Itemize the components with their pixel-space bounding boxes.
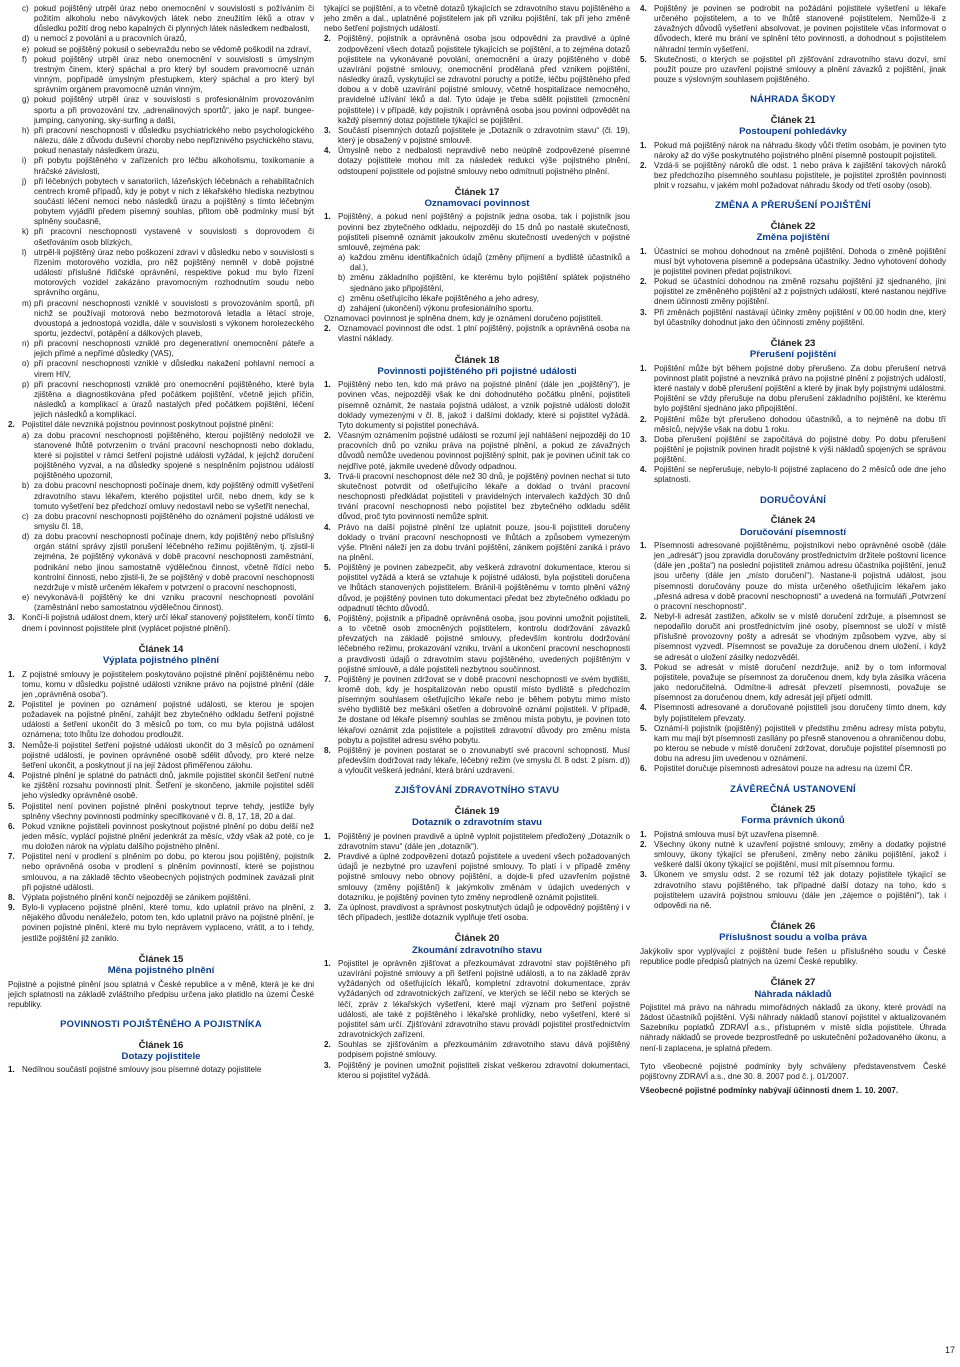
clause-marker: 8.: [324, 745, 331, 755]
article-title: Doručování písemností: [739, 526, 847, 538]
clause-marker: 6.: [8, 821, 15, 831]
clause-marker: 2.: [8, 420, 15, 430]
article-number: Článek 20: [454, 933, 500, 945]
article-heading: [8, 954, 314, 977]
paragraph: Pojistné a pojistné plnění jsou splatná v České republice a v měně, která je ke dni jejich splatnosti na základě zvláštního předpisu určena jako platidlo na území České republiky.: [8, 979, 314, 1009]
clause-marker: 5.: [324, 563, 331, 573]
clause-marker: k): [22, 227, 29, 237]
article-heading: [324, 933, 630, 956]
sub-clause: [22, 34, 314, 44]
clause-text: u nemocí z povolání a u pracovních úrazů,: [34, 34, 187, 44]
numbered-clause: [640, 703, 946, 723]
clause-marker: 1.: [640, 363, 647, 373]
article-heading: [640, 804, 946, 827]
clause-text: při pracovní neschopnosti vzniklé pro onemocnění pojištěného, které byla zjištěna a diagnostikována před počátkem pojištění, včetně jejich příčin, následků a komplikací a úrazů nastalých před počátkem pojištění, léčení jejich následků a komplikací.: [34, 379, 314, 420]
clause-marker: 6.: [324, 613, 331, 623]
clause-marker: 3.: [324, 902, 331, 912]
clause-marker: b): [22, 481, 30, 491]
column-right: [640, 4, 946, 1349]
numbered-clause: [8, 420, 314, 430]
spacer: [640, 1054, 946, 1062]
clause-text: Úmyslně nebo z nedbalosti nepravdivě nebo neúplně zodpovězené písemné dotazy pojistitele mohou mít za následek redukci výše pojistného plnění, odstoupení pojistitele od pojistné smlouvy nebo odmítnutí pojistného plnění.: [338, 146, 630, 176]
clause-text: Úkonem ve smyslu odst. 2 se rozumí též jak dotazy pojistitele týkající se zdravotního stavu pojištěného, tak případné další dotazy na toho, kdo s pojistitelem uzavírá pojistnou smlouvu (dále jen „zájemce o pojištění“), tak i odpovědi na ně.: [654, 870, 946, 910]
article-heading: [8, 644, 314, 667]
numbered-clause: [640, 764, 946, 774]
article-number: Článek 16: [138, 1039, 184, 1051]
clause-marker: 2.: [324, 431, 331, 441]
paragraph: Tyto všeobecné pojistné podmínky byly schváleny představenstvem České pojišťovny ZDRAVÍ a.s., dne 30. 8. 2007 pod č. j. 01/2007.: [640, 1061, 946, 1081]
clause-marker: 3.: [640, 434, 647, 444]
clause-marker: d): [338, 303, 346, 313]
clause-text: nevykonává-li pojištěný ke dni vzniku pracovní neschopnosti povolání (zaměstnání nebo samostatnou výdělečnou činnost).: [34, 593, 314, 613]
clause-text: Doba přerušení pojištění se započítává do pojistné doby. Po dobu přerušení pojištění je pojistník povinen hradit pojistné k výši nákladů spojených se správou pojištění.: [654, 434, 946, 465]
clause-marker: 1.: [640, 140, 647, 150]
paragraph: týkající se pojištění, a to včetně dotazů týkajících se zdravotního stavu pojištěného a jeho změn a dal., uplatněné pojistitelem jak při vzniku pojištění, tak při jeho změně nebo šetření pojistných událostí.: [324, 4, 630, 34]
sub-clause: [22, 481, 314, 511]
numbered-clause: [640, 55, 946, 85]
article-heading: [640, 221, 946, 244]
article-heading: [640, 921, 946, 944]
clause-marker: 3.: [8, 740, 15, 750]
article-heading: [640, 515, 946, 538]
clause-text: Pokud vznikne pojistiteli povinnost poskytnout pojistné plnění po dobu delší než jeden měsíc, vyplácí pojistné plnění jedenkrát za měsíc, vždy však až poté, co je mu doložen nárok na výplatu dalšího pojistného plnění.: [22, 821, 314, 852]
clause-marker: 3.: [640, 870, 647, 880]
clause-text: pokud pojištěný utrpěl úraz v souvislosti s profesionálním provozováním sportu a při provozování tzv. „adrenalinových sportů“, jako je např. bungee-jumping, canyoning, sky-surfing a další,: [34, 95, 314, 125]
sub-clause: [338, 273, 630, 293]
clause-marker: c): [22, 4, 29, 13]
numbered-clause: [324, 746, 630, 776]
sub-clause: [22, 299, 314, 340]
clause-marker: 3.: [640, 662, 647, 672]
clause-marker: 6.: [640, 764, 647, 774]
clause-text: Vzdá-li se pojištěný nároků dle odst. 1 nebo práva k zajištění takových nároků bez předchozího písemného souhlasu pojistitele, je pojistitel zproštěn povinnosti plnit v rozsahu, v jakém mohl požadovat náhradu škody od třetí osoby (osob).: [654, 160, 946, 191]
clause-marker: 3.: [324, 471, 331, 481]
clause-marker: 1.: [324, 831, 331, 841]
article-title: Povinnosti pojištěného při pojistné události: [377, 365, 577, 377]
clause-marker: n): [22, 339, 30, 349]
clause-text: Písemnosti adresované a doručované pojistiteli jsou doručeny tímto dnem, kdy byly pojistitelem převzaty.: [654, 703, 946, 723]
sub-clause: [22, 512, 314, 532]
clause-text: Účastníci se mohou dohodnout na změně pojištění. Dohoda o změně pojištění musí být vyhotovena písemně a podepsána účastníky. Jedno vyhotovení dohody je pojistitel povinen předat pojistníkovi.: [654, 246, 946, 276]
numbered-clause: [324, 832, 630, 852]
clause-text: Nebyl-li adresát zastižen, ačkoliv se v místě doručení zdržuje, a písemnost se nepodařilo doručit ani prostřednictvím jiné osoby, písemnost se uloží v místě příslušné provozovny pošty a adresát se vhodným způsobem vyzve, aby si písemnost vyzvedl. Písemnost se považuje za doručenou dnem uložení, i když se adresát o uložení zásilky nedozvěděl.: [654, 612, 946, 662]
clause-marker: l): [22, 247, 27, 257]
clause-text: Pojištěný, a pokud není pojištěný a pojistník jedna osoba, tak i pojistník jsou povinni bez zbytečného odkladu, nejpozději do 15 dnů po nastalé skutečnosti, pojistiteli písemně oznámit jakoukoliv změnu skutečností uvedených v pojistné smlouvě, zejména pak:: [338, 212, 630, 252]
clause-text: při pracovní neschopnosti vzniklé pro degenerativní onemocnění páteře a jejich přímé a nepřímé důsledky (VAS),: [34, 339, 314, 359]
numbered-clause: [640, 663, 946, 704]
clause-text: při pracovní neschopnosti vzniklé v souvislosti s provozováním sportů, při nichž se používají motorová nebo bezmotorová letadla a létací stroje, dvoustopá a jednostopá vozidla, dále v souvislosti s výkonem horolezeckého sportu, jezdectví, potápění a dálkových plaveb,: [34, 298, 314, 338]
article-number: Článek 18: [454, 354, 500, 366]
column-left: [8, 4, 314, 1349]
clause-text: Oznamovací povinnost dle odst. 1 plní pojištěný, pojistník a oprávněná osoba na vlastní náklady.: [338, 324, 630, 344]
article-title: Měna pojistného plnění: [107, 965, 215, 977]
numbered-clause: [324, 472, 630, 523]
numbered-clause: [324, 852, 630, 903]
clause-text: Pojistná smlouva musí být uzavřena písemně.: [654, 829, 820, 839]
article-title: Příslušnost soudu a volba práva: [719, 932, 867, 944]
clause-text: Bylo-li vyplaceno pojistné plnění, které tomu, kdo uplatnil právo na plnění, z nějakého důvodu nenáleželo, potom ten, kdo uplatnil právo na pojistné plnění, je povinen pojistné plnění, které mu bylo neprávem vyplaceno, vrátit, a to i tehdy, jestliže pojištění již zaniklo.: [22, 903, 314, 943]
article-heading: [324, 187, 630, 210]
article-title: Náhrada nákladů: [754, 988, 832, 1000]
numbered-clause: [8, 893, 314, 903]
numbered-clause: [324, 324, 630, 344]
clause-text: Výplata pojistného plnění končí nejpozději se zánikem pojištění.: [22, 892, 251, 902]
numbered-clause: [640, 840, 946, 870]
clause-text: zahájení (ukončení) výkonu profesionálního sportu.: [350, 303, 534, 313]
sub-clause: [22, 248, 314, 299]
clause-marker: 5.: [640, 723, 647, 733]
numbered-clause: [640, 277, 946, 307]
clause-text: Pojištěný je povinen postarat se o znovunabytí své pracovní schopnosti. Musí především dodržovat rady lékaře, léčebný režim (ve smyslu čl. 8 odst. 2 písm. d)) a vyloučit veškerá jednání, která brání uzdravení.: [338, 745, 630, 776]
clause-marker: 1.: [324, 958, 331, 968]
clause-text: Pojištění může být přerušeno dohodou účastníků, a to nejméně na dobu tří měsíců, nejvýše však na dobu 1 roku.: [654, 414, 946, 434]
clause-text: pokud pojištěný utrpěl úraz nebo onemocnění v souvislosti s požíváním či požitím alkoholu nebo návykových látek nebo zneužitím léků a otrav v důsledku požití drog nebo kapalných či plynných látek následkem nedbalosti,: [34, 4, 314, 34]
sub-clause: [22, 227, 314, 247]
article-number: Článek 21: [770, 114, 816, 126]
clause-text: Součástí písemných dotazů pojistitele je „Dotazník o zdravotním stavu“ (čl. 19), který je obsažený v pojistné smlouvě.: [338, 125, 630, 146]
sub-clause: [22, 55, 314, 96]
clause-text: Pojištění se nepřerušuje, nebylo-li pojistné zaplaceno do 2 měsíců ode dne jeho splatnosti.: [654, 465, 946, 485]
clause-marker: 4.: [8, 771, 15, 781]
section-heading: ZMĚNA A PŘERUŠENÍ POJIŠTĚNÍ: [715, 199, 871, 211]
numbered-clause: [640, 724, 946, 765]
clause-marker: 5.: [640, 54, 647, 64]
section-heading: DORUČOVÁNÍ: [759, 493, 827, 505]
article-heading: [640, 115, 946, 138]
numbered-clause: [8, 741, 314, 771]
clause-marker: 9.: [8, 903, 15, 913]
sub-clause: [338, 294, 630, 304]
numbered-clause: [324, 1040, 630, 1060]
section-heading: ZJIŠŤOVÁNÍ ZDRAVOTNÍHO STAVU: [394, 784, 560, 796]
clause-marker: 4.: [324, 146, 331, 156]
sub-clause: [22, 593, 314, 613]
clause-text: při pobytu pojištěného v zařízeních pro léčbu alkoholismu, toxikomanie a hráčské závislosti,: [34, 156, 314, 176]
clause-marker: 2.: [324, 852, 331, 862]
clause-marker: 2.: [8, 699, 15, 709]
clause-text: za dobu pracovní neschopnosti pojištěného do oznámení pojistné události ve smyslu čl. 18,: [34, 511, 314, 531]
clause-marker: c): [338, 293, 345, 303]
article-number: Článek 24: [770, 515, 816, 527]
numbered-clause: [324, 34, 630, 125]
clause-marker: 1.: [8, 1065, 15, 1075]
numbered-clause: [324, 523, 630, 564]
numbered-clause: [640, 870, 946, 911]
clause-text: Oznámí-li pojistník (pojištěný) pojistiteli v předstihu změnu adresy místa pobytu, kam mu mají být písemnosti zasílány po přesně stanovenou a ohraničenou dobu, po kterou se nebude v místě doručení zdržovat, doručuje pojistitel písemnosti po dobu na adresu jím uvedenou v oznámení.: [654, 723, 946, 764]
numbered-clause: [324, 380, 630, 431]
clause-marker: 7.: [324, 674, 331, 684]
clause-marker: 2.: [640, 612, 647, 621]
article-heading: [324, 806, 630, 829]
clause-text: za dobu pracovní neschopnosti pojištěného, kterou pojištěný nedoložil ve stanovené lhůtě potvrzením o trvání pracovní neschopnosti nebo dokladu, které si pojistitel v rámci šetření pojistné události vyžádal, k jejichž doručení pojištěného vyzval, a na důsledky spojené s nesplněním pojistnou událostí pojištěného upozornil,: [34, 430, 314, 481]
article-heading: [640, 338, 946, 361]
clause-marker: p): [22, 379, 30, 389]
clause-text: Končí-li pojistná událost dnem, který určí lékař stanovený pojistitelem, končí tímto dnem i povinnost pojistitele plnit (vyplácet pojistné plnění).: [22, 613, 314, 633]
clause-text: za dobu pracovní neschopnosti počínaje dnem, kdy pojištěný odmítl vyšetření zdravotního stavu lékařem, kterého pojistitel určil, nebo dnem, kdy se k tomuto vyšetření bez předchozí omluvy nedostavil nebo se vyšetřit nenechal,: [34, 481, 314, 511]
clause-text: Pokud se adresát v místě doručení nezdržuje, aniž by o tom informoval pojistitele, považuje se písemnost za doručenou dnem, kdy byla zásilka vrácena jako nedoručitelná. Odmítne-li adresát převzetí písemnosti, považuje se písemnost za doručenou dnem, kdy adresát její přijetí odmítl.: [654, 662, 946, 703]
numbered-clause: [640, 541, 946, 612]
numbered-clause: [8, 771, 314, 801]
clause-text: Nemůže-li pojistitel šetření pojistné události ukončit do 3 měsíců po oznámení pojistné události, je povinen oprávněné osobě sdělit důvody, pro které nelze šetření ukončit, a poskytnout jí na její žádost přiměřenou zálohu.: [22, 740, 314, 770]
clause-text: Všechny úkony nutné k uzavření pojistné smlouvy, změny a dodatky pojistné smlouvy, úkony týkající se přerušení, změny nebo zániku pojištění, jakož i veškeré další úkony týkající se pojištění, musí mít písemnou formu.: [654, 839, 946, 870]
article-number: Článek 25: [770, 804, 816, 815]
numbered-clause: [8, 700, 314, 741]
clause-text: Pojištěný je povinen zdržovat se v době pracovní neschopnosti ve svém bydlišti, kromě dob, kdy je hospitalizován nebo opustil místo bydliště s předchozím písemným souhlasem ošetřujícího lékaře nebo je během pobytu mimo místo svého bydliště bez meškání ošetřen a dobrovolně oznámí pojistiteli. V případě, že dostane od lékaře písemný souhlas se změnou místa pobytu, je povinen toto lékařovi oznámit zda pojistitele a pojistiteli zdravotní důvody pro změnu místa pobytu a pojistitel adresu svého pobytu.: [338, 674, 630, 745]
numbered-clause: [8, 852, 314, 893]
clause-marker: b): [338, 273, 346, 283]
clause-text: Pojistitel doručuje písemnosti adresátovi pouze na adresu na území ČR.: [654, 764, 913, 774]
clause-marker: 1.: [324, 212, 331, 222]
clause-marker: d): [22, 532, 30, 542]
article-heading: [324, 355, 630, 378]
article-title: Přerušení pojištění: [749, 349, 837, 361]
clause-text: Z pojistné smlouvy je pojistitelem poskytováno pojistné plnění pojištěnému nebo tomu, komu v důsledku pojistné události vznikne právo na pojistné plnění (dále jen „oprávněná osoba“).: [22, 669, 314, 699]
clause-marker: 4.: [324, 522, 331, 532]
numbered-clause: [640, 141, 946, 161]
clause-marker: 5.: [8, 801, 15, 811]
article-title: Dotazník o zdravotním stavu: [411, 817, 543, 829]
clause-marker: c): [22, 511, 29, 521]
text-columns: [8, 4, 946, 1349]
clause-marker: 1.: [640, 540, 647, 550]
article-title: Zkoumání zdravotního stavu: [411, 944, 543, 956]
article-number: Článek 27: [770, 977, 816, 989]
article-number: Článek 15: [138, 953, 184, 965]
numbered-clause: [640, 612, 946, 663]
clause-marker: d): [22, 34, 30, 44]
article-number: Článek 26: [770, 921, 816, 933]
clause-text: Písemnosti adresované pojištěnému, pojistníkovi nebo oprávněné osobě (dále jen „adresát“) jsou zpravidla doručovány prostřednictvím držitele poštovní licence (dále jen „pošta“) na poslední pojistiteli známou adresu účastníka pojištění, jenuž jsou určeny (dále jen „místo doručení“). Nastane-li pojistná událost, jsou písemnosti doručovány pouze do místa určeného ošetřujícím lékařem jako „přesná adresa v době pracovní neschopnosti“ a uvedená na formuláři „Potvrzení o pracovní neschopnosti“.: [654, 540, 946, 611]
clause-marker: 2.: [324, 34, 331, 44]
article-number: Článek 14: [138, 643, 184, 655]
clause-text: Pokud se účastníci dohodnou na změně rozsahu pojištění již sjednaného, jíni pojistitel ze změněného pojištění až z pojistných událostí, které nastanou nejdříve dnem účinnosti změny pojištění.: [654, 277, 946, 307]
clause-text: Včasným oznámením pojistné události se rozumí její nahlášení nejpozději do 10 pracovních dnů po vzniku práva na pojistné plnění, a pokud ze závažných důvodů nemůže uvedenou povinnost pojištěný splnit, pak je povinen učinit tak co nejdříve poté, jakmile uvedené důvody odpadnou.: [338, 431, 630, 471]
numbered-clause: [8, 802, 314, 822]
article-number: Článek 19: [454, 805, 500, 817]
clause-marker: 2.: [640, 414, 647, 424]
numbered-clause: [640, 247, 946, 277]
clause-text: pokud se pojištěný pokusil o sebevraždu nebo se vědomě poškodil na zdraví,: [34, 44, 312, 54]
numbered-clause: [324, 126, 630, 146]
clause-marker: 1.: [640, 246, 647, 256]
numbered-clause: [640, 308, 946, 328]
clause-marker: g): [22, 95, 30, 105]
sub-clause: [22, 4, 314, 34]
sub-clause: [338, 304, 630, 314]
clause-text: změnu základního pojištění, ke kterému bylo pojištění splátek pojistného sjednáno jako připojištění,: [350, 273, 630, 293]
article-title: Výplata pojistného plnění: [102, 655, 220, 667]
clause-text: Pravdivé a úplné zodpovězení dotazů pojistitele a uvedení všech požadovaných údajů je nezbytné pro uzavření pojistné smlouvy. To platí i v případě změny pojistné smlouvy nebo obnovy pojištění, a dojde-li před uzavřením pojistné smlouvy (změny pojištění) k jakýmkoliv změnám v údajích uvedených v dotazníku, je pojištěný povinen tyto změny neprodleně oznámit pojistiteli.: [338, 852, 630, 902]
clause-marker: a): [338, 253, 346, 263]
article-title: Postoupení pohledávky: [739, 126, 847, 138]
sub-clause: [22, 177, 314, 228]
clause-marker: 7.: [8, 852, 15, 862]
clause-text: Při změnách pojištění nastávají účinky změny pojištění v 00.00 hodin dne, který byl účastníky dohodnut jako den účinnosti změny pojištění.: [654, 307, 946, 327]
clause-text: Trvá-li pracovní neschopnost déle než 30 dnů, je pojištěný povinen nechat si tuto skutečnost potvrdit od ošetřujícího lékaře a doklad o trvání pracovní neschopnosti předkládat pojistiteli v pravidelných intervalech každých 30 dnů trvání pracovní neschopnosti nebo pojistitel bez zbytečného odkladu sdělit důvod, proč tyto povinnosti nemůže splnit.: [338, 471, 630, 522]
clause-text: Pojistitel je oprávněn zjišťovat a přezkoumávat zdravotní stav pojištěného při uzavírání pojistné smlouvy a při šetření pojistné události, a to na základě zpráv vyžádaných od ošetřujících lékařů, kompletní zdravotní dokumentace, zpráv vyžádaných od zdravotnických zařízení, ve kterých se léčil nebo se kterých se léčí, zpráv z lékařských vyšetření, které mají význam pro šetření pojistné události, ale také z pojištěného i lékařské prohlídky, nebo vyšetření, které si pojistitel sám určí. Zjišťování zdravotního stavu provádí pojistitel prostřednictvím zdravotnických zařízení.: [338, 958, 630, 1040]
numbered-clause: [640, 161, 946, 191]
sub-clause: [22, 156, 314, 176]
numbered-clause: [640, 4, 946, 55]
clause-text: za dobu pracovní neschopnosti počínaje dnem, kdy pojištěný nebo příslušný orgán státní správy zjistil porušení léčebného režimu pojištěným, tj. zjistil-li zejména, že pojištěný vykonává v době pracovní neschopnosti zaměstnání, podnikání nebo jinou samostatně výdělečnou činnost, včetně řídící nebo kontrolní činnosti, nebo zjistil-li, že se pojištěný v době pracovní neschopnosti nezdržuje v místě určeném lékařem v potvrzení o pracovní neschopnosti,: [34, 532, 314, 592]
article-title: Změna pojištění: [756, 232, 830, 244]
clause-text: při pracovní neschopnosti v důsledku psychiatrického nebo psychologického nálezu, dále z důvodu duševní choroby nebo nepříznivého psychického stavu, pokud nenastaly následkem úrazu,: [34, 125, 314, 156]
numbered-clause: [640, 830, 946, 840]
clause-marker: f): [22, 54, 27, 64]
clause-marker: 1.: [8, 669, 15, 679]
article-title: Dotazy pojistitele: [121, 1050, 201, 1062]
numbered-clause: [640, 415, 946, 435]
paragraph: Jakýkoliv spor vyplývající z pojištění bude řešen u příslušného soudu v České republice podle předpisů platných na území České republiky.: [640, 946, 946, 967]
numbered-clause: [324, 212, 630, 253]
clause-text: při pracovní neschopnosti vystavené v souvislosti s doprovodem či ošetřováním osob blízkých,: [34, 227, 314, 247]
clause-marker: 3.: [324, 125, 331, 135]
article-number: Článek 23: [770, 337, 816, 349]
numbered-clause: [8, 903, 314, 944]
section-heading: NÁHRADA ŠKODY: [750, 93, 836, 105]
numbered-clause: [324, 959, 630, 1040]
numbered-clause: [324, 675, 630, 746]
sub-clause: [22, 95, 314, 125]
clause-text: při léčebných pobytech v sanatoriích, lázeňských léčebnách a rehabilitačních centrech kromě případů, kdy je pobyt v nich z lékařského hlediska nezbytnou součástí léčení nemoci nebo následků úrazu a pojištěný s tímto léčebným pobytem vyjádřil předem písemný souhlas, přitom obě podmínky musí být splněny současně,: [34, 176, 314, 227]
article-title: Forma právních úkonů: [741, 815, 845, 827]
clause-text: Souhlas se zjišťováním a přezkoumáním zdravotního stavu dává pojištěný podpisem pojistné smlouvy.: [338, 1040, 630, 1060]
clause-marker: 4.: [640, 465, 647, 475]
numbered-clause: [8, 613, 314, 633]
clause-marker: a): [22, 430, 30, 440]
sub-clause: [22, 339, 314, 359]
clause-marker: 4.: [640, 703, 647, 713]
clause-marker: 3.: [324, 1060, 331, 1070]
clause-marker: h): [22, 125, 30, 135]
clause-marker: 3.: [640, 307, 647, 317]
clause-marker: m): [22, 298, 32, 308]
paragraph: Pojistitel má právo na náhradu mimořádných nákladů za úkony, které provádí na žádost účastníků pojištění. Výši náhrady nákladů stanoví pojistitel v aktualizovaném Sazebníku poplatků ZDRAVÍ a.s., přístupném v místě sídla pojistitele. Úhrada náhrady nákladů se provede bezprostředně po uskutečnění požadovaného úkonu, a není-li zaplacena, je splatná předem.: [640, 1003, 946, 1053]
sub-clause: [22, 45, 314, 55]
sub-clause: [22, 532, 314, 593]
clause-text: Za úplnost, pravdivost a správnost poskytnutých údajů je odpovědný pojištěný i v těch případech, jestliže dotazník vyplňuje třetí osoba.: [338, 902, 630, 922]
clause-text: Pojištění může být během pojistné doby přerušeno. Za dobu přerušení netrvá povinnost platit pojistné a nevzniká právo na pojistné plnění z pojistných událostí, které nastaly v době přerušení pojištění a které by jinak byly pojistnými událostmi. Pojištění se vždy přerušuje na dobu přerušení základního pojištění, ke kterému bylo pojištění sjednáno jako připojištění.: [654, 363, 946, 414]
clause-text: Právo na další pojistné plnění lze uplatnit pouze, jsou-li pojistiteli doručeny doklady o trvání pracovní neschopnosti ve lhůtách a způsobem vymezeným výše. Plnění náleží jen za dobu trvání pojištění, zánikem pojištění zaniká i právo na plnění.: [338, 522, 630, 562]
numbered-clause: [324, 614, 630, 675]
clause-text: Pojistitel není povinen pojistné plnění poskytnout teprve tehdy, jestliže byly splněny všechny povinnosti podmínky specifikované v čl. 8, 17, 18, 20 a dal.: [22, 801, 314, 821]
article-heading: [8, 1040, 314, 1063]
sub-clause: [22, 431, 314, 482]
clause-marker: e): [22, 593, 30, 603]
numbered-clause: [324, 903, 630, 923]
clause-text: Pokud má pojištěný nárok na náhradu škody vůči třetím osobám, je povinen tyto nároky až do výše poskytnutého pojistného plnění písemně postoupit pojistiteli.: [654, 140, 946, 160]
clause-marker: 1.: [640, 829, 647, 839]
numbered-clause: [8, 670, 314, 700]
clause-text: každou změnu identifikačních údajů (změny příjmení a bydliště účastníků a dal.),: [350, 253, 630, 273]
clause-text: Pojištěný je povinen se podrobit na požádání pojistitele vyšetření u lékaře určeného pojistitelem, a to ve lhůtě stanovené pojistitelem. Nemůže-li z závažných důvodů vyšetření absolvovat, je povinen pojistitele včas informovat o důvodech, které mu brání ve splnění této povinnosti, a dohodnout s pojistitelem náhradní termín vyšetření.: [654, 4, 946, 54]
clause-marker: 2.: [324, 1040, 331, 1050]
section-heading: POVINNOSTI POJIŠTĚNÉHO A POJISTNÍKA: [60, 1018, 262, 1029]
sub-clause: [22, 359, 314, 379]
clause-marker: 2.: [324, 324, 331, 334]
clause-text: Pojištěný nebo ten, kdo má právo na pojistné plnění (dále jen „pojištěný“), je povinen včas, nejpozději však ke dni dohodnutého počátku plnění, pojistiteli písemně oznámit, že nastala pojistná událost, a vznik pojistné události doložit doklady vymezenými v čl. 8, jakož i dalšími doklady, které si pojistitel vyžádá. Tyto dokumenty si pojistitel ponechává.: [338, 380, 630, 430]
clause-marker: i): [22, 156, 27, 166]
effective-date-note: Všeobecné pojistné podmínky nabývají účinnosti dnem 1. 10. 2007.: [640, 1086, 899, 1096]
clause-text: Pojištěný, pojistník a oprávněná osoba jsou odpovědni za pravdivé a úplné zodpovězení všech dotazů pojistitele týkajících se pojištění, a to zejména dotazů pojistitele na vykonávané povolání, onemocnění a úrazy pojištěného v době uzavírání pojistné smlouvy, onemocnění prodělaná před vznikem pojištění, následky úrazů, vyskytující se zdravotní poruchy a potíže, léčbu pojištěného před dobou a v době uzavírání pojistné smlouvy, včetně hospitalizace nemocného, pravidelné užívání léků a dal. Tyto údaje je třeba sdělit pojistiteli (zmocnění pojistitele) i v případě, kdy pojistník i oprávněná osoba jsou povinni odpovědět na každý písemný dotaz pojistitele týkající se pojištění.: [338, 34, 630, 125]
page-number: 17: [944, 1345, 955, 1355]
article-number: Článek 17: [454, 186, 500, 198]
numbered-clause: [640, 465, 946, 485]
clause-text: Pojištěný, pojistník a případně oprávněná osoba, jsou povinni umožnit pojistiteli, a to včetně osob zmocněných pojistitelem, kontrolu dodržování závazků převzatých na základě pojistné smlouvy, především kontrolu dodržování léčebného režimu, prokazování vzniku, trvání a ukončení pracovní neschopnosti a pravdivosti údajů o zdravotním stavu pojištěného, uvedených pojištěným v pojistné smlouvě, a dále pojistiteli nezbytnou součinnost.: [338, 613, 630, 674]
paragraph: Oznamovací povinnost je splněna dnem, kdy je oznámení doručeno pojistiteli.: [324, 314, 603, 324]
numbered-clause: [640, 435, 946, 465]
clause-text: pokud pojištěný utrpěl úraz nebo onemocnění v souvislosti s úmyslným trestným činem, který spáchal a pro který byl soudem pravomocně uznán vinným, popřípadě úmyslným přestupkem, který spáchal a pro který byl správním orgánem pravomocně uznán vinným,: [34, 54, 314, 95]
clause-text: Pojistné plnění je splatné do patnácti dnů, jakmile pojistitel skončil šetření nutné ke zjištění rozsahu povinnosti plnit. Šetření je skončeno, jakmile pojistitel sdělí jeho výsledky oprávněné osobě.: [22, 771, 314, 801]
clause-text: utrpěl-li pojištěný úraz nebo poškození zdraví v důsledku nebo v souvislosti s řízením motorového vozidla, pro něž pojištěný nemněl v době pojistné události příslušné řidičské oprávnění, respektive pokud mu bylo řízení motorových vozidel zakázáno pravomocným rozhodnutím soudu nebo správního orgánu,: [34, 247, 314, 298]
column-middle: [324, 4, 630, 1349]
section-heading: ZÁVĚREČNÁ USTANOVENÍ: [730, 782, 856, 794]
sub-clause: [22, 126, 314, 156]
sub-clause: [22, 380, 314, 421]
numbered-clause: [324, 1061, 630, 1081]
clause-text: při pracovní neschopnosti vzniklé v důsledku nakažení pohlavní nemocí a virem HIV,: [34, 359, 314, 379]
clause-text: Pojistitel je povinen po oznámení pojistné události, se kterou je spojen požadavek na pojistné plnění, zahájit bez zbytečného odkladu šetření pojistné události a šetření ukončit do 3 měsíců po tom, co mu byla pojistná událost oznámena; toto lhůtu lze dohodou prodloužit.: [22, 699, 314, 740]
clause-text: Pojištěný je povinen umožnit pojistiteli získat veškerou zdravotní dokumentaci, kterou si pojistitel vyžádá.: [338, 1060, 630, 1080]
clause-text: Pojistitel dále nevzniká pojistnou povinnost poskytnout pojistné plnění:: [22, 420, 274, 430]
article-title: Oznamovací povinnost: [424, 198, 530, 210]
clause-marker: 8.: [8, 892, 15, 902]
article-number: Článek 22: [770, 220, 816, 232]
clause-text: změnu ošetřujícího lékaře pojištěného a jeho adresy,: [350, 293, 539, 303]
clause-marker: 4.: [640, 4, 647, 13]
numbered-clause: [640, 364, 946, 415]
clause-text: Pojištěný je povinen pravdivě a úplně vyplnit pojistitelem předložený „Dotazník o zdravotním stavu“ (dále jen „dotazník“).: [338, 831, 630, 851]
clause-marker: 3.: [8, 613, 15, 623]
clause-marker: 2.: [640, 277, 647, 287]
clause-text: Pojištěný je povinen zabezpečit, aby veškerá zdravotní dokumentace, kterou si pojistitel vyžádá a která se vztahuje k pojistné události, byla pojistiteli doručena ve lhůtách stanovených pojistitelem. Bránil-li pojištěnému v tomto plnění vážný důvod, je pojištěný povinen tuto dokumentaci předat bez zbytečného odkladu po odpadnutí těchto důvodů.: [338, 563, 630, 613]
article-heading: [640, 977, 946, 1000]
numbered-clause: [8, 1065, 314, 1075]
clause-text: Nedílnou součástí pojistné smlouvy jsou písemné dotazy pojistitele: [22, 1065, 262, 1075]
clause-text: Skutečnosti, o kterých se pojistitel při zjišťování zdravotního stavu dozví, smí použít pouze pro uzavření pojistné smlouvy a plnění závazků z pojištění, jinak pouze s výslovným souhlasem pojištěného.: [654, 54, 946, 85]
clause-marker: j): [22, 176, 27, 186]
numbered-clause: [324, 146, 630, 176]
sub-clause: [338, 253, 630, 273]
clause-marker: o): [22, 359, 30, 369]
clause-text: Pojistitel není v prodlení s plněním po dobu, po kterou jsou pojištěný, pojistník nebo oprávněná osoba v prodlení s plněním povinností, které se pojistnou smlouvou, a na základě těchto všeobecných pojistných podmínek zavázali plnit při pojistné události.: [22, 852, 314, 892]
numbered-clause: [8, 822, 314, 852]
numbered-clause: [324, 563, 630, 614]
clause-marker: e): [22, 44, 30, 54]
clause-marker: 2.: [640, 839, 647, 849]
clause-marker: 1.: [324, 380, 331, 390]
clause-marker: 2.: [640, 160, 647, 170]
numbered-clause: [324, 431, 630, 472]
